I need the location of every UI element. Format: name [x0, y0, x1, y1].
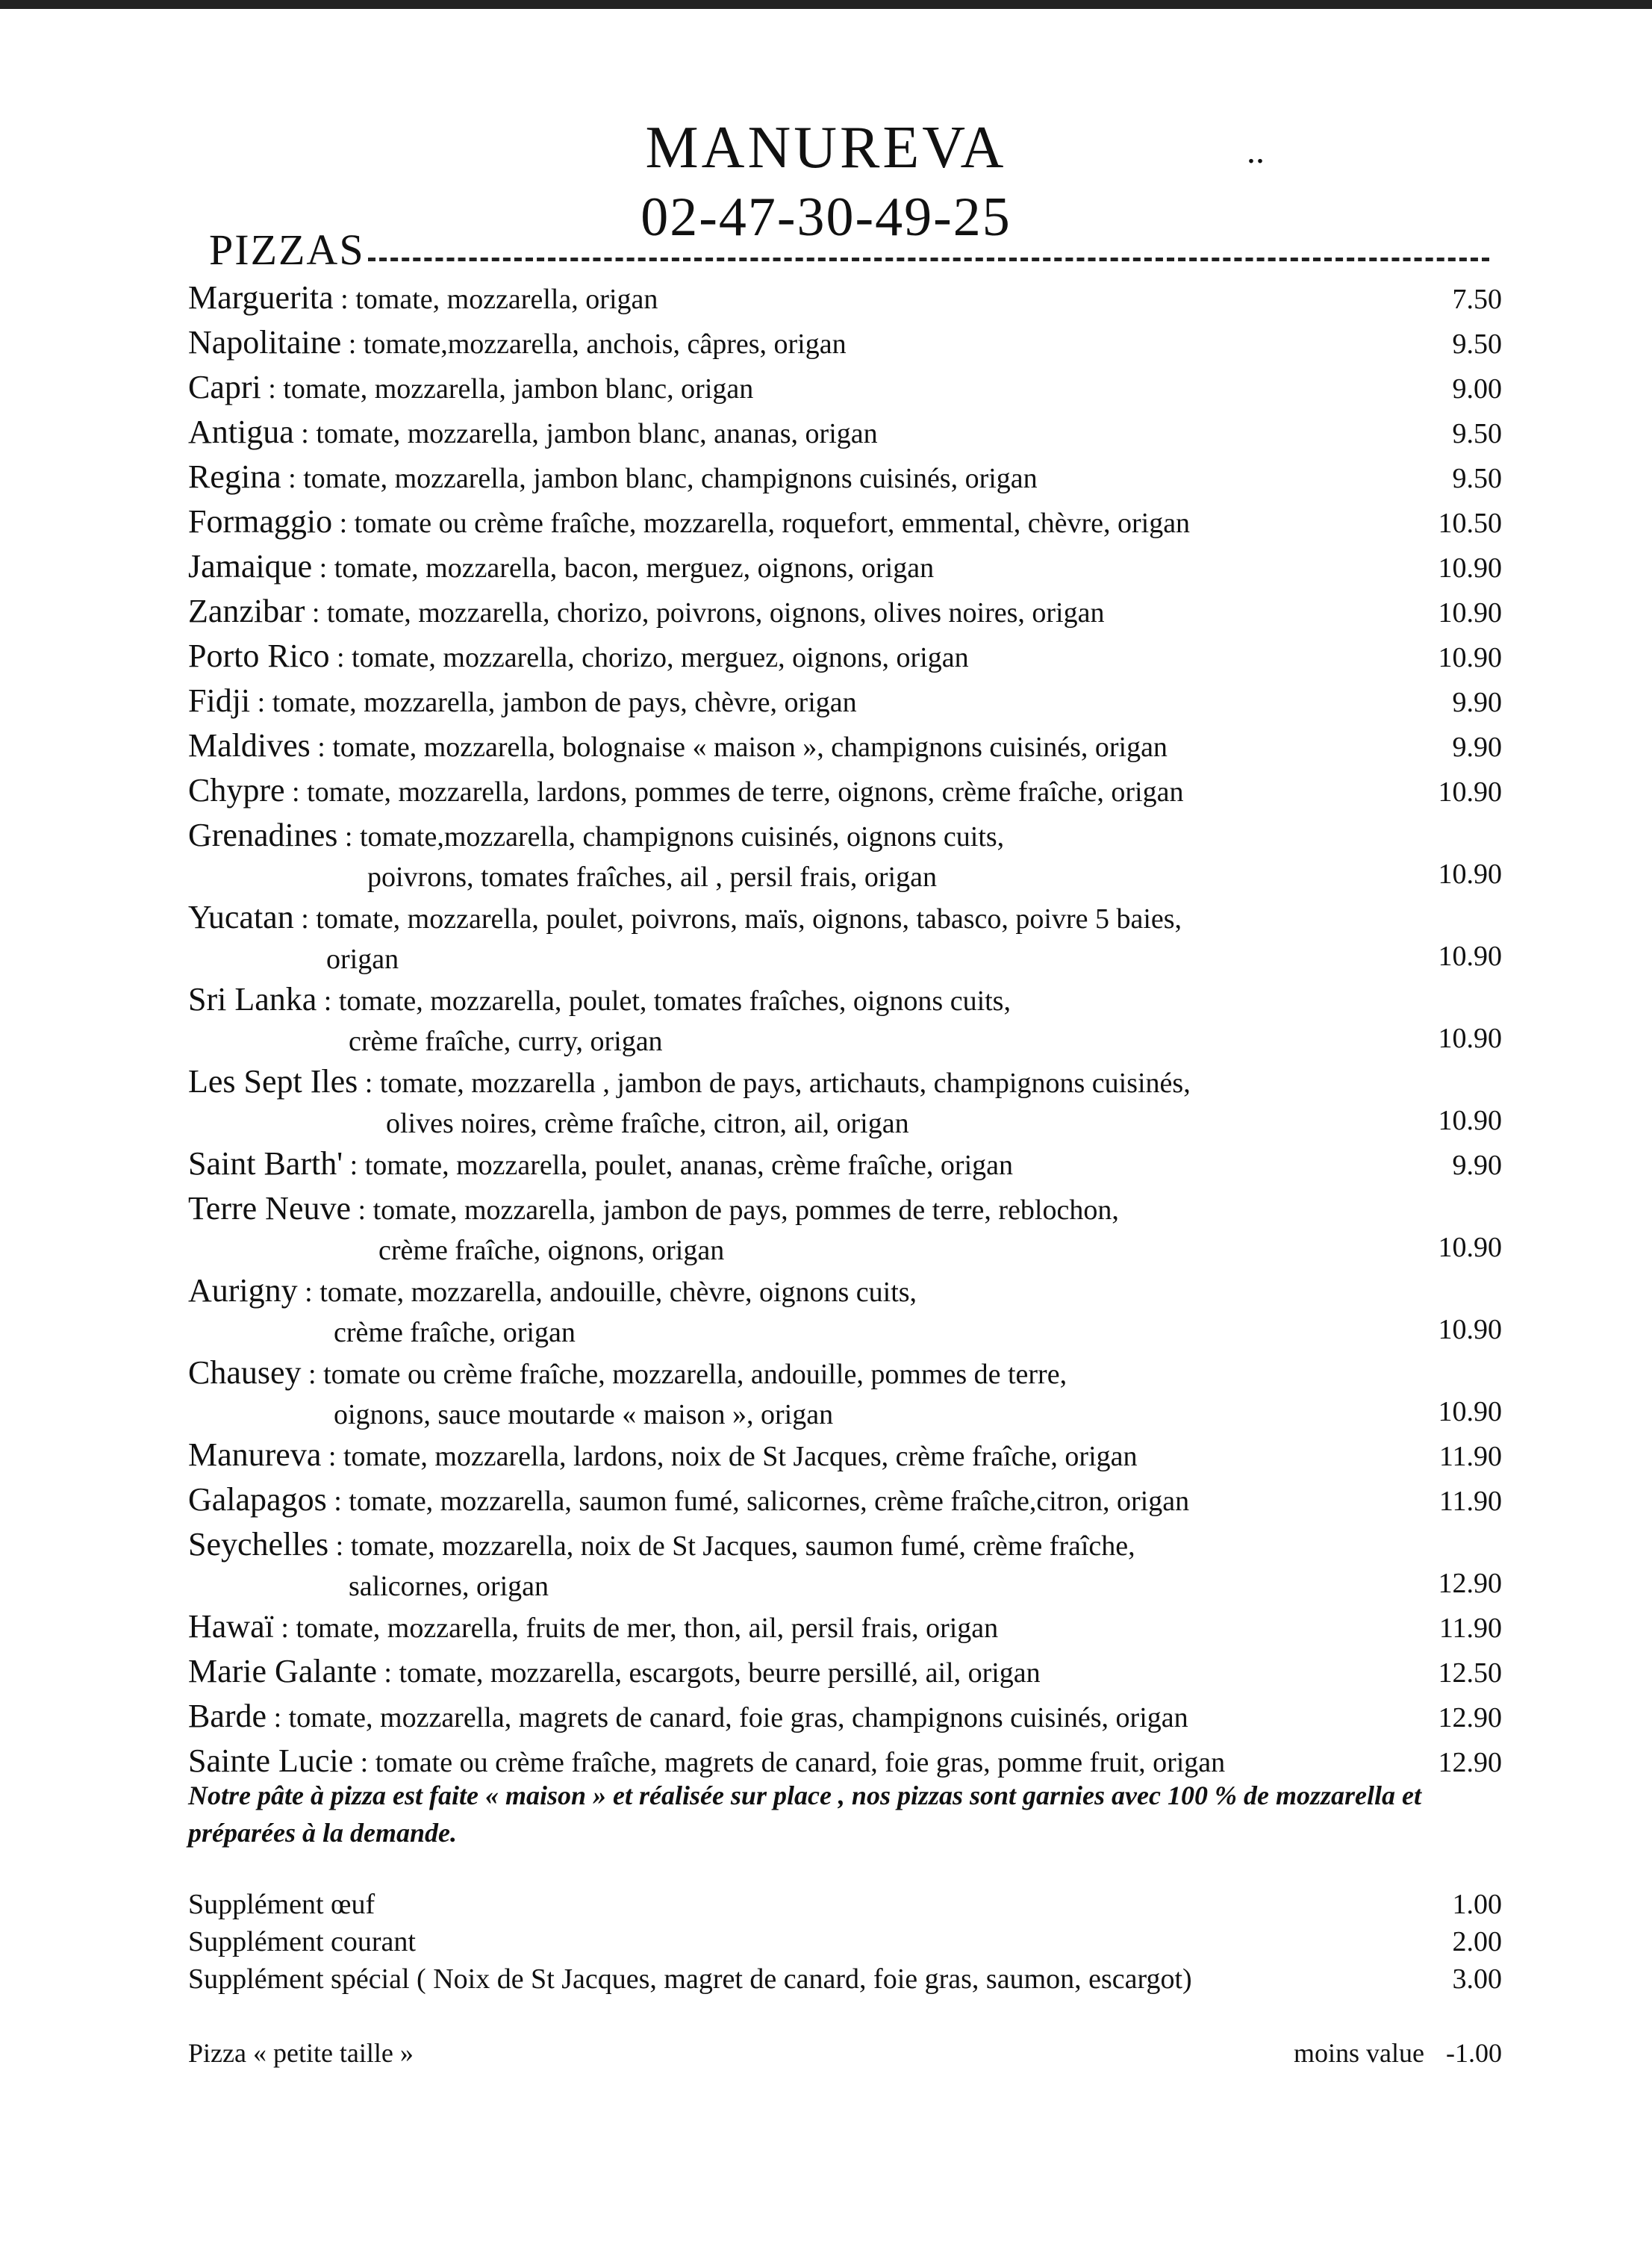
pizza-price: 10.90	[1438, 1232, 1502, 1263]
pizza-ingredients: tomate, mozzarella, poulet, tomates fraîches, oignons cuits,	[338, 985, 1011, 1017]
pizza-ingredients: tomate, mozzarella, saumon fumé, salicornes, crème fraîche,citron, origan	[349, 1486, 1190, 1517]
pizza-ingredients: tomate, mozzarella, jambon blanc, ananas, origan	[316, 418, 878, 449]
pizza-ingredients-continued: crème fraîche, curry, origan	[349, 1026, 663, 1057]
pizza-text	[188, 366, 1405, 411]
pizza-price: 10.90	[1438, 859, 1502, 890]
pizza-name: Formaggio	[188, 503, 333, 540]
pizza-text	[188, 590, 1405, 635]
pizza-name: Manureva	[188, 1436, 322, 1473]
pizza-separator: :	[353, 1747, 375, 1778]
pizza-ingredients-continued: salicornes, origan	[349, 1571, 549, 1602]
restaurant-name: MANUREVA	[645, 115, 1007, 181]
pizza-separator: :	[317, 985, 339, 1017]
pizza-text	[188, 545, 1405, 590]
pizza-separator: :	[310, 732, 333, 763]
pizza-line	[188, 1351, 1405, 1396]
section-title: PIZZAS	[209, 225, 365, 274]
pizza-ingredients: tomate, mozzarella, jambon de pays, pommes de terre, reblochon,	[373, 1194, 1119, 1226]
pizza-ingredients: tomate, mozzarella, jambon de pays, chèvre, origan	[272, 687, 857, 718]
pizza-row	[188, 1650, 1502, 1695]
pizza-text	[188, 1605, 1405, 1650]
pizza-price: 10.50	[1438, 508, 1502, 539]
pizza-text	[188, 769, 1405, 814]
pizza-row	[188, 679, 1502, 724]
pizza-price: 9.90	[1452, 732, 1502, 763]
pizza-name: Sainte Lucie	[188, 1742, 354, 1779]
pizza-row	[188, 1269, 1502, 1351]
dashed-rule	[368, 258, 1489, 261]
pizza-ingredients: tomate, mozzarella, magrets de canard, foie gras, champignons cuisinés, origan	[288, 1702, 1188, 1733]
pizza-name: Zanzibar	[188, 593, 305, 629]
pizza-line	[188, 321, 1405, 366]
pizza-row	[188, 769, 1502, 814]
pizza-separator: :	[273, 1613, 296, 1644]
pizza-price: 12.90	[1438, 1702, 1502, 1733]
pizza-price: 12.50	[1438, 1657, 1502, 1689]
pizza-separator: :	[358, 1068, 380, 1099]
pizza-row	[188, 1695, 1502, 1739]
pizza-name: Les Sept Iles	[188, 1063, 358, 1100]
pizza-name: Napolitaine	[188, 324, 342, 361]
pizza-price: 10.90	[1438, 776, 1502, 808]
pizza-line	[188, 500, 1405, 545]
small-size-label: Pizza « petite taille »	[188, 2038, 414, 2068]
pizza-separator: :	[297, 1277, 320, 1308]
pizza-ingredients: tomate ou crème fraîche, mozzarella, andouille, pommes de terre,	[323, 1359, 1067, 1390]
pizza-ingredients: tomate, mozzarella, poulet, poivrons, maïs, oignons, tabasco, poivre 5 baies,	[316, 903, 1182, 935]
pizza-name: Marguerita	[188, 279, 334, 316]
pizza-line	[188, 724, 1405, 769]
pizza-separator: :	[343, 1150, 365, 1181]
supplement-price: 1.00	[1452, 1889, 1502, 1920]
pizza-line	[188, 1650, 1405, 1695]
pizza-line	[188, 1060, 1405, 1105]
pizza-separator: :	[293, 418, 317, 449]
pizza-text	[188, 411, 1405, 455]
small-size-row	[188, 2034, 1502, 2072]
pizza-text	[188, 500, 1405, 545]
pizza-name: Aurigny	[188, 1272, 298, 1309]
pizza-row	[188, 724, 1502, 769]
pizza-ingredients-continued: poivrons, tomates fraîches, ail , persil frais, origan	[367, 862, 937, 893]
pizza-ingredients: tomate ou crème fraîche, magrets de canard, foie gras, pomme fruit, origan	[375, 1747, 1226, 1778]
pizza-list	[188, 276, 1502, 1784]
pizza-text	[188, 724, 1405, 769]
pizza-name: Grenadines	[188, 817, 338, 853]
pizza-name: Capri	[188, 369, 261, 405]
pizza-line	[188, 1478, 1405, 1523]
supplement-row	[188, 1886, 1502, 1923]
pizza-text	[188, 1523, 1405, 1605]
pizza-ingredients-continued: crème fraîche, origan	[334, 1317, 576, 1348]
pizza-price: 10.90	[1438, 1314, 1502, 1345]
pizza-ingredients: tomate, mozzarella, andouille, chèvre, oignons cuits,	[320, 1277, 917, 1308]
pizza-row	[188, 1187, 1502, 1269]
pizza-line	[188, 679, 1405, 724]
pizza-ingredients: tomate, mozzarella, jambon blanc, origan	[283, 373, 754, 405]
supplements-list	[188, 1886, 1502, 1998]
pizza-separator: :	[266, 1702, 289, 1733]
pizza-ingredients: tomate, mozzarella, lardons, noix de St Jacques, crème fraîche, origan	[343, 1441, 1138, 1472]
pizza-separator: :	[332, 508, 355, 539]
small-size-price-group	[1279, 2034, 1502, 2072]
pizza-separator: :	[321, 1441, 343, 1472]
pizza-row	[188, 545, 1502, 590]
pizza-line	[188, 978, 1405, 1023]
section-heading-pizzas	[209, 222, 1489, 275]
pizza-row	[188, 896, 1502, 978]
pizza-text	[188, 1351, 1405, 1433]
pizza-name: Porto Rico	[188, 638, 330, 674]
small-size-value-label: moins value	[1294, 2038, 1424, 2068]
pizza-row	[188, 1605, 1502, 1650]
pizza-price: 9.00	[1452, 373, 1502, 405]
pizza-name: Fidji	[188, 682, 251, 719]
pizza-price: 10.90	[1438, 1105, 1502, 1136]
pizza-ingredients: tomate, mozzarella, poulet, ananas, crème fraîche, origan	[364, 1150, 1013, 1181]
pizza-text	[188, 896, 1405, 978]
supplement-label: Supplément courant	[188, 1926, 416, 1957]
pizza-ingredients: tomate, mozzarella, bolognaise « maison », champignons cuisinés, origan	[332, 732, 1168, 763]
pizza-text	[188, 1269, 1405, 1351]
pizza-name: Seychelles	[188, 1526, 329, 1563]
pizza-line	[188, 814, 1405, 859]
pizza-price: 10.90	[1438, 642, 1502, 673]
pizza-ingredients-continued: olives noires, crème fraîche, citron, ail, origan	[386, 1108, 909, 1139]
pizza-line	[188, 1605, 1405, 1650]
pizza-ingredients: tomate, mozzarella, escargots, beurre persillé, ail, origan	[399, 1657, 1041, 1689]
pizza-separator: :	[376, 1657, 399, 1689]
supplement-price: 2.00	[1452, 1926, 1502, 1957]
pizza-separator: :	[281, 463, 304, 494]
pizza-price: 10.90	[1438, 941, 1502, 972]
pizza-text	[188, 1433, 1405, 1478]
pizza-price: 11.90	[1439, 1613, 1502, 1644]
house-dough-note: Notre pâte à pizza est faite « maison » et réalisée sur place , nos pizzas sont garnies avec 100 % de mozzarella et préparées à la demande.	[188, 1781, 1421, 1848]
pizza-text	[188, 1695, 1405, 1739]
pizza-price: 9.90	[1452, 687, 1502, 718]
pizza-ingredients: tomate, mozzarella, bacon, merguez, oignons, origan	[334, 552, 935, 584]
pizza-name: Regina	[188, 458, 281, 495]
pizza-name: Chausey	[188, 1354, 302, 1391]
supplement-label: Supplément œuf	[188, 1889, 375, 1920]
pizza-separator: :	[261, 373, 284, 405]
pizza-line	[188, 1433, 1405, 1478]
pizza-name: Saint Barth'	[188, 1145, 343, 1182]
pizza-text	[188, 1650, 1405, 1695]
pizza-price: 9.50	[1452, 328, 1502, 360]
pizza-text	[188, 635, 1405, 679]
pizza-ingredients: tomate, mozzarella, chorizo, poivrons, oignons, olives noires, origan	[326, 597, 1105, 629]
pizza-price: 10.90	[1438, 552, 1502, 584]
pizza-text	[188, 679, 1405, 724]
pizza-name: Yucatan	[188, 899, 294, 935]
pizza-name: Barde	[188, 1698, 267, 1734]
pizza-row	[188, 1142, 1502, 1187]
pizza-text	[188, 455, 1405, 500]
pizza-ingredients-continued: oignons, sauce moutarde « maison », origan	[334, 1399, 834, 1430]
pizza-ingredients: tomate, mozzarella, lardons, pommes de terre, oignons, crème fraîche, origan	[307, 776, 1184, 808]
pizza-separator: :	[326, 1486, 349, 1517]
pizza-ingredients: tomate, mozzarella , jambon de pays, artichauts, champignons cuisinés,	[379, 1068, 1191, 1099]
pizza-price: 12.90	[1438, 1568, 1502, 1599]
pizza-ingredients: tomate, mozzarella, jambon blanc, champignons cuisinés, origan	[303, 463, 1038, 494]
pizza-row	[188, 814, 1502, 896]
pizza-ingredients: tomate, mozzarella, chorizo, merguez, oignons, origan	[352, 642, 969, 673]
pizza-ingredients: tomate, mozzarella, origan	[355, 284, 658, 315]
pizza-separator: :	[293, 903, 317, 935]
pizza-row	[188, 590, 1502, 635]
pizza-separator: :	[351, 1194, 373, 1226]
pizza-line	[188, 276, 1405, 321]
pizza-row	[188, 1433, 1502, 1478]
pizza-name: Jamaique	[188, 548, 313, 585]
pizza-line	[188, 1269, 1405, 1314]
pizza-text	[188, 321, 1405, 366]
pizza-row	[188, 276, 1502, 321]
scan-top-edge	[0, 0, 1652, 9]
pizza-price: 9.50	[1452, 418, 1502, 449]
pizza-row	[188, 1351, 1502, 1433]
pizza-name: Marie Galante	[188, 1653, 377, 1689]
pizza-ingredients: tomate ou crème fraîche, mozzarella, roquefort, emmental, chèvre, origan	[354, 508, 1191, 539]
pizza-row	[188, 635, 1502, 679]
pizza-line	[188, 590, 1405, 635]
pizza-price: 10.90	[1438, 1023, 1502, 1054]
pizza-row	[188, 411, 1502, 455]
pizza-row	[188, 1478, 1502, 1523]
pizza-ingredients-continued: crème fraîche, oignons, origan	[378, 1235, 725, 1266]
pizza-text	[188, 1478, 1405, 1523]
pizza-price: 9.90	[1452, 1150, 1502, 1181]
supplement-row	[188, 1923, 1502, 1960]
pizza-separator: :	[341, 328, 364, 360]
pizza-price: 12.90	[1438, 1747, 1502, 1778]
phone-number: 02-47-30-49-25	[640, 187, 1012, 248]
stray-marks: ..	[1247, 131, 1265, 171]
pizza-price: 7.50	[1452, 284, 1502, 315]
pizza-name: Chypre	[188, 772, 285, 809]
supplement-price: 3.00	[1452, 1963, 1502, 1995]
pizza-line	[188, 1695, 1405, 1739]
pizza-line	[188, 411, 1405, 455]
pizza-line	[188, 366, 1405, 411]
pizza-separator: :	[301, 1359, 324, 1390]
pizza-separator: :	[250, 687, 272, 718]
pizza-text	[188, 1142, 1405, 1187]
pizza-text	[188, 978, 1405, 1060]
pizza-ingredients-continued: origan	[326, 944, 399, 975]
pizza-text	[188, 1060, 1405, 1142]
pizza-line	[188, 1523, 1405, 1568]
pizza-line	[188, 1187, 1405, 1232]
pizza-name: Hawaï	[188, 1608, 274, 1645]
pizza-separator: :	[328, 1530, 351, 1562]
pizza-line	[188, 1142, 1405, 1187]
pizza-line	[188, 635, 1405, 679]
pizza-name: Sri Lanka	[188, 981, 317, 1018]
pizza-name: Antigua	[188, 414, 294, 450]
pizza-separator: :	[305, 597, 327, 629]
pizza-price: 10.90	[1438, 1396, 1502, 1427]
pizza-separator: :	[337, 821, 360, 853]
pizza-ingredients: tomate,mozzarella, champignons cuisinés, oignons cuits,	[359, 821, 1005, 853]
pizza-ingredients: tomate, mozzarella, noix de St Jacques, saumon fumé, crème fraîche,	[350, 1530, 1135, 1562]
pizza-text	[188, 276, 1405, 321]
pizza-row	[188, 1060, 1502, 1142]
pizza-ingredients: tomate,mozzarella, anchois, câpres, origan	[363, 328, 847, 360]
pizza-line	[188, 455, 1405, 500]
pizza-ingredients: tomate, mozzarella, fruits de mer, thon, ail, persil frais, origan	[296, 1613, 999, 1644]
pizza-text	[188, 1187, 1405, 1269]
pizza-separator: :	[333, 284, 356, 315]
pizza-name: Terre Neuve	[188, 1190, 352, 1227]
supplement-label: Supplément spécial ( Noix de St Jacques, magret de canard, foie gras, saumon, escargot)	[188, 1963, 1192, 1995]
pizza-row	[188, 978, 1502, 1060]
pizza-separator: :	[284, 776, 308, 808]
pizza-separator: :	[312, 552, 334, 584]
small-size-price: -1.00	[1446, 2038, 1502, 2068]
pizza-line	[188, 545, 1405, 590]
pizza-row	[188, 1523, 1502, 1605]
pizza-name: Maldives	[188, 727, 311, 764]
pizza-line	[188, 769, 1405, 814]
pizza-separator: :	[329, 642, 352, 673]
pizza-line	[188, 896, 1405, 941]
pizza-text	[188, 814, 1405, 896]
pizza-row	[188, 500, 1502, 545]
pizza-row	[188, 321, 1502, 366]
pizza-price: 10.90	[1438, 597, 1502, 629]
pizza-row	[188, 455, 1502, 500]
pizza-price: 9.50	[1452, 463, 1502, 494]
pizza-name: Galapagos	[188, 1481, 327, 1518]
supplement-row	[188, 1960, 1502, 1998]
pizza-price: 11.90	[1439, 1441, 1502, 1472]
pizza-row	[188, 366, 1502, 411]
pizza-price: 11.90	[1439, 1486, 1502, 1517]
